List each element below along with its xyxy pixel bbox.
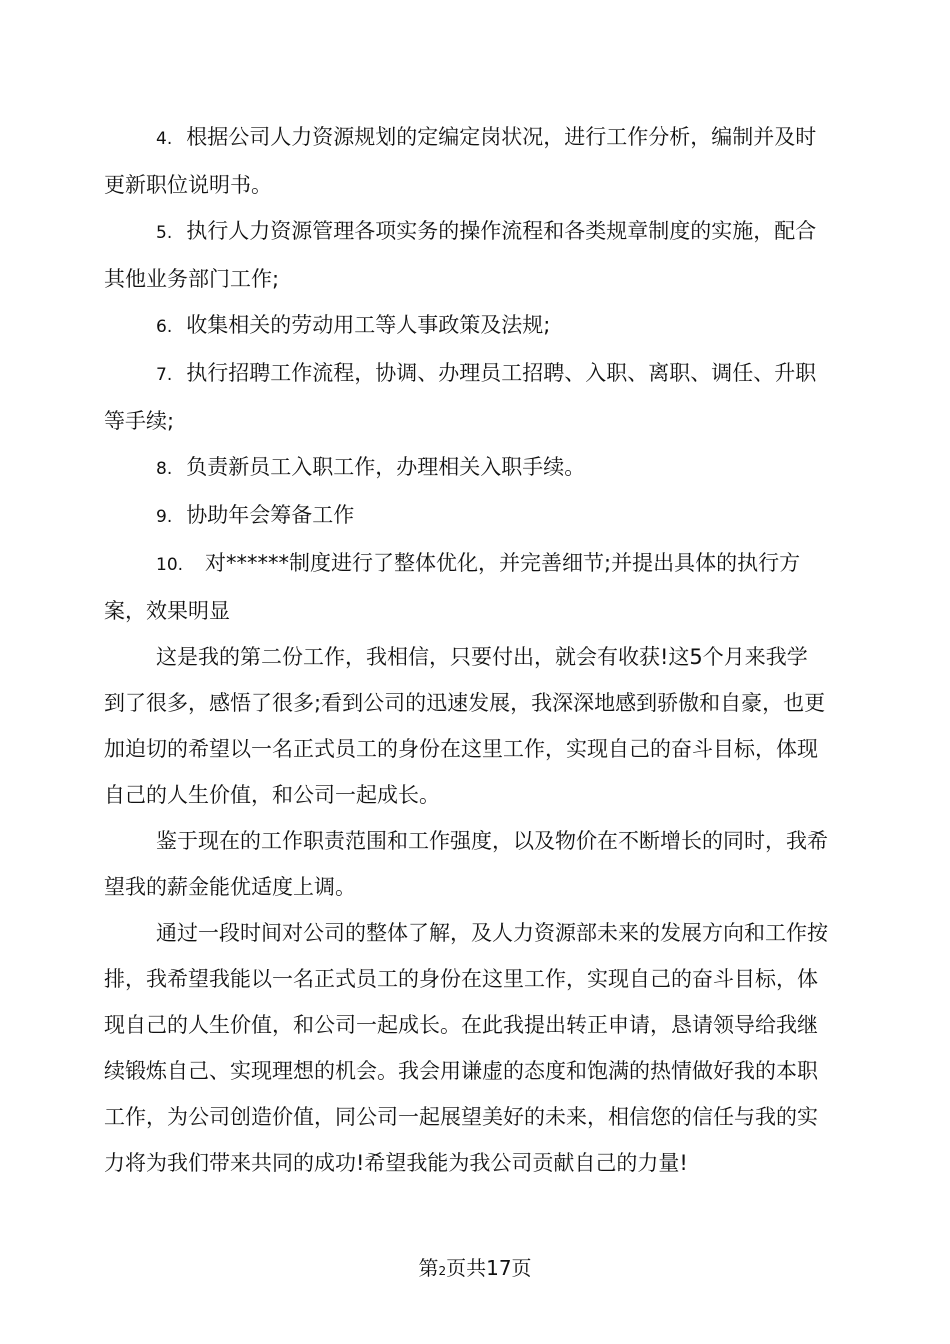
list-item	[104, 114, 828, 208]
list-item-text: 执行人力资源管理各项实务的操作流程和各类规章制度的实施，配合其他业务部门工作;	[104, 219, 817, 291]
list-item	[104, 540, 828, 634]
body-paragraph: 鉴于现在的工作职责范围和工作强度，以及物价在不断增长的同时，我希望我的薪金能优适度上调。	[104, 829, 828, 899]
footer-page-number: 2	[438, 1264, 447, 1278]
footer-total-pages: 17	[486, 1256, 512, 1280]
list-item	[104, 492, 828, 540]
list-item	[104, 208, 828, 302]
list-item-text: 负责新员工入职工作，办理相关入职手续。	[186, 455, 586, 479]
list-item-number: 6.	[156, 317, 173, 337]
footer-prefix: 第	[418, 1256, 439, 1280]
list-item-number: 9.	[156, 507, 173, 527]
list-item-text: 收集相关的劳动用工等人事政策及法规;	[186, 313, 551, 337]
footer-suffix: 页	[511, 1256, 532, 1280]
list-item-text: 根据公司人力资源规划的定编定岗状况，进行工作分析，编制并及时更新职位说明书。	[104, 125, 817, 197]
list-item	[104, 444, 828, 492]
list-item-number: 8.	[156, 459, 173, 479]
body-paragraph: 这是我的第二份工作，我相信，只要付出，就会有收获!这5个月来我学到了很多，感悟了很多;看到公司的迅速发展，我深深地感到骄傲和自豪，也更加迫切的希望以一名正式员工的身份在这里工作，实现自己的奋斗目标，体现自己的人生价值，和公司一起成长。	[104, 645, 826, 807]
list-item	[104, 350, 828, 444]
footer-middle: 页共	[446, 1256, 487, 1280]
list-item-number: 7.	[156, 365, 173, 385]
document-body	[104, 114, 828, 1186]
list-item-number: 4.	[156, 129, 173, 149]
list-item-text: 对******制度进行了整体优化，并完善细节;并提出具体的执行方案，效果明显	[104, 551, 801, 623]
page-footer	[0, 1253, 950, 1286]
list-item-number: 5.	[156, 223, 173, 243]
list-item-number: 10.	[156, 555, 184, 575]
list-item-text: 执行招聘工作流程，协调、办理员工招聘、入职、离职、调任、升职等手续;	[104, 361, 817, 433]
list-item	[104, 302, 828, 350]
body-paragraph: 通过一段时间对公司的整体了解，及人力资源部未来的发展方向和工作按排，我希望我能以一名正式员工的身份在这里工作，实现自己的奋斗目标，体现自己的人生价值，和公司一起成长。在此我提出转正申请，恳请领导给我继续锻炼自己、实现理想的机会。我会用谦虚的态度和饱满的热情做好我的本职工作，为公司创造价值，同公司一起展望美好的未来，相信您的信任与我的实力将为我们带来共同的成功!希望我能为我公司贡献自己的力量!	[104, 921, 828, 1175]
list-item-text: 协助年会筹备工作	[186, 503, 355, 527]
